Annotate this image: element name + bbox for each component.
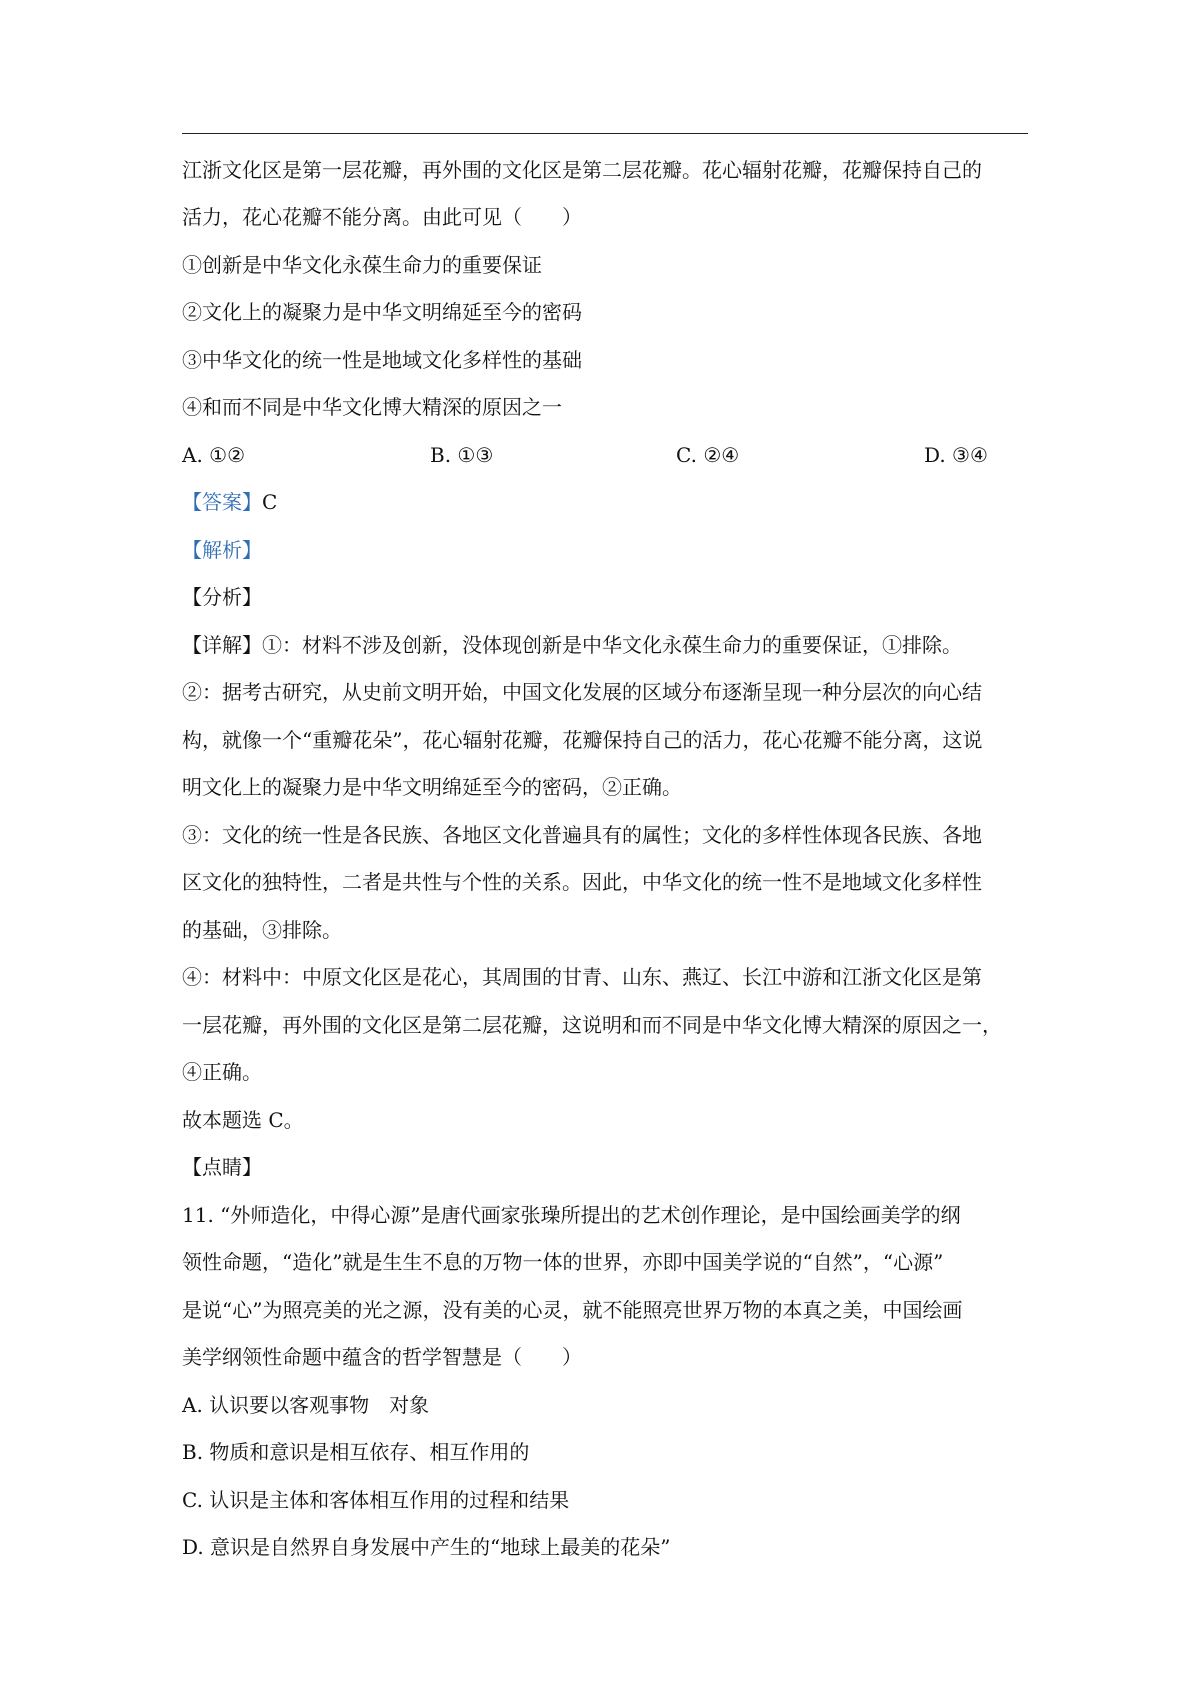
q10-detail-line-4: 明文化上的凝聚力是中华文明绵延至今的密码，②正确。 <box>182 775 682 799</box>
q10-detail-line-3: 构，就像一个“重瓣花朵”，花心辐射花瓣，花瓣保持自己的活力，花心花瓣不能分离，这说 <box>182 728 983 752</box>
q10-option-c <box>676 441 739 469</box>
q10-detail-line-7: 的基础，③排除。 <box>182 918 342 942</box>
q10-option-b <box>430 441 493 469</box>
option-label: A. <box>182 443 203 467</box>
q10-stem-line-1: 江浙文化区是第一层花瓣，再外围的文化区是第二层花瓣。花心辐射花瓣，花瓣保持自己的 <box>182 158 982 182</box>
header-rule <box>182 133 1028 134</box>
option-text: ②④ <box>703 443 740 467</box>
q11-option-d: D. 意识是自然界自身发展中产生的“地球上最美的花朵” <box>182 1535 671 1559</box>
q11-stem-line-2: 领性命题，“造化”就是生生不息的万物一体的世界，亦即中国美学说的“自然”，“心源” <box>182 1250 944 1274</box>
option-label: B. <box>430 443 452 467</box>
q10-detail-line-9: 一层花瓣，再外围的文化区是第二层花瓣，这说明和而不同是中华文化博大精深的原因之一， <box>182 1013 1002 1037</box>
q10-analysis-tag: 【解析】 <box>182 538 262 562</box>
q10-fenxi-tag: 【分析】 <box>182 585 262 609</box>
q10-detail-line-1: 【详解】①：材料不涉及创新，没体现创新是中华文化永葆生命力的重要保证，①排除。 <box>182 633 962 657</box>
q11-option-c: C. 认识是主体和客体相互作用的过程和结果 <box>182 1488 570 1512</box>
q10-statement-2: ②文化上的凝聚力是中华文明绵延至今的密码 <box>182 300 582 324</box>
q11-option-a: A. 认识要以客观事物 对象 <box>182 1393 430 1417</box>
option-text: ③④ <box>952 443 988 467</box>
option-text: ①② <box>209 443 246 467</box>
q10-answer <box>182 488 277 516</box>
q10-statement-4: ④和而不同是中华文化博大精深的原因之一 <box>182 395 562 419</box>
q10-statement-1: ①创新是中华文化永葆生命力的重要保证 <box>182 253 542 277</box>
q10-statement-3: ③中华文化的统一性是地域文化多样性的基础 <box>182 348 582 372</box>
q10-detail-line-8: ④：材料中：中原文化区是花心，其周围的甘青、山东、燕辽、长江中游和江浙文化区是第 <box>182 965 982 989</box>
q10-detail-line-10: ④正确。 <box>182 1060 262 1084</box>
option-text: ①③ <box>457 443 494 467</box>
q10-stem-line-2: 活力，花心花瓣不能分离。由此可见（ ） <box>182 205 582 229</box>
answer-tag: 【答案】 <box>182 490 262 514</box>
q11-stem-line-1: 11. “外师造化，中得心源”是唐代画家张璪所提出的艺术创作理论，是中国绘画美学的纲 <box>182 1203 961 1227</box>
q10-option-a <box>182 441 245 469</box>
q10-detail-line-6: 区文化的独特性，二者是共性与个性的关系。因此，中华文化的统一性不是地域文化多样性 <box>182 870 982 894</box>
option-label: C. <box>676 443 697 467</box>
q10-detail-line-2: ②：据考古研究，从史前文明开始，中国文化发展的区域分布逐渐呈现一种分层次的向心结 <box>182 680 982 704</box>
q10-detail-line-5: ③：文化的统一性是各民族、各地区文化普遍具有的属性；文化的多样性体现各民族、各地 <box>182 823 982 847</box>
q11-stem-line-4: 美学纲领性命题中蕴含的哲学智慧是（ ） <box>182 1345 582 1369</box>
answer-value: C <box>262 490 278 514</box>
q10-detail-line-11: 故本题选 C。 <box>182 1108 304 1132</box>
option-label: D. <box>924 443 946 467</box>
q10-option-d <box>924 441 988 469</box>
q11-option-b: B. 物质和意识是相互依存、相互作用的 <box>182 1440 530 1464</box>
q10-dianjing-tag: 【点睛】 <box>182 1155 262 1179</box>
q11-stem-line-3: 是说“心”为照亮美的光之源，没有美的心灵，就不能照亮世界万物的本真之美，中国绘画 <box>182 1298 963 1322</box>
